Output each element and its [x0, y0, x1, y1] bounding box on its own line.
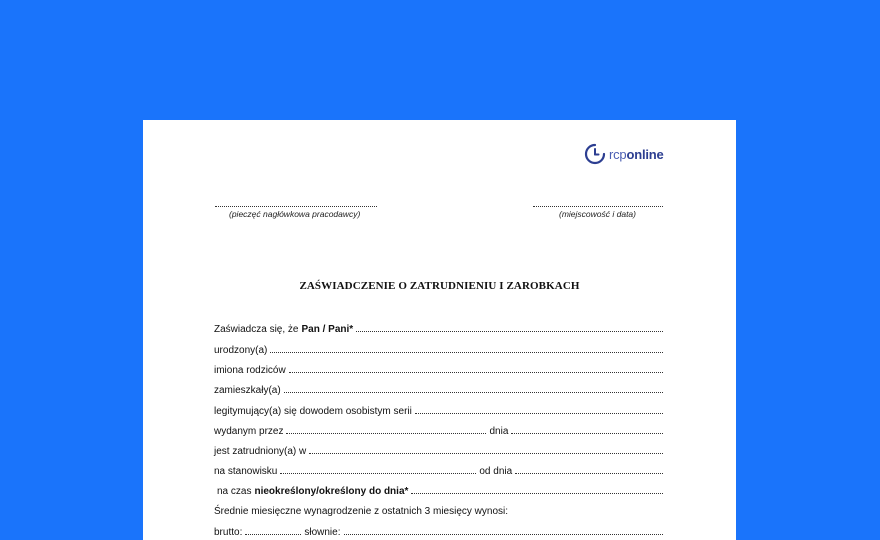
employer-stamp-line: [215, 206, 377, 207]
form-line-address: zamieszkały(a): [214, 382, 665, 396]
document-page: [143, 120, 736, 540]
gross-field: [245, 534, 301, 535]
issued-date-field: [511, 433, 663, 434]
rcponline-logo: [584, 143, 664, 165]
form-line-period: na czas nieokreślony/określony do dnia*: [217, 483, 665, 497]
start-date-field: [515, 473, 663, 474]
id-series-field: [415, 413, 663, 414]
clock-icon: [584, 143, 606, 165]
form-line-position: na stanowisku od dnia: [214, 463, 665, 477]
place-date-line: [533, 206, 663, 207]
place-date-caption: (miejscowość i data): [559, 209, 636, 219]
parents-field: [289, 372, 663, 373]
logo-text: rcponline: [609, 146, 664, 162]
document-title: ZAŚWIADCZENIE O ZATRUDNIENIU I ZAROBKACH: [299, 280, 580, 292]
form-line-name: Zaświadcza się, że Pan / Pani*: [214, 321, 665, 335]
form-line-employer: jest zatrudniony(a) w: [214, 443, 665, 457]
name-field: [356, 331, 663, 332]
issued-by-field: [286, 433, 486, 434]
employer-stamp-caption: (pieczęć nagłówkowa pracodawcy): [229, 209, 361, 219]
form-line-id: legitymujący(a) się dowodem osobistym serii: [214, 403, 665, 417]
in-words-field: [344, 534, 664, 535]
birth-field: [270, 352, 663, 353]
form-line-issued: wydanym przez dnia: [214, 423, 665, 437]
form-line-birth: urodzony(a): [214, 342, 665, 356]
address-field: [284, 392, 663, 393]
form-line-salary: brutto: słownie:: [214, 524, 665, 538]
period-field: [411, 493, 663, 494]
form-line-parents: imiona rodziców: [214, 362, 665, 376]
position-field: [280, 473, 476, 474]
form-line-salary-intro: Średnie miesięczne wynagrodzenie z ostatnich 3 miesięcy wynosi:: [214, 506, 509, 517]
employer-field: [309, 453, 663, 454]
